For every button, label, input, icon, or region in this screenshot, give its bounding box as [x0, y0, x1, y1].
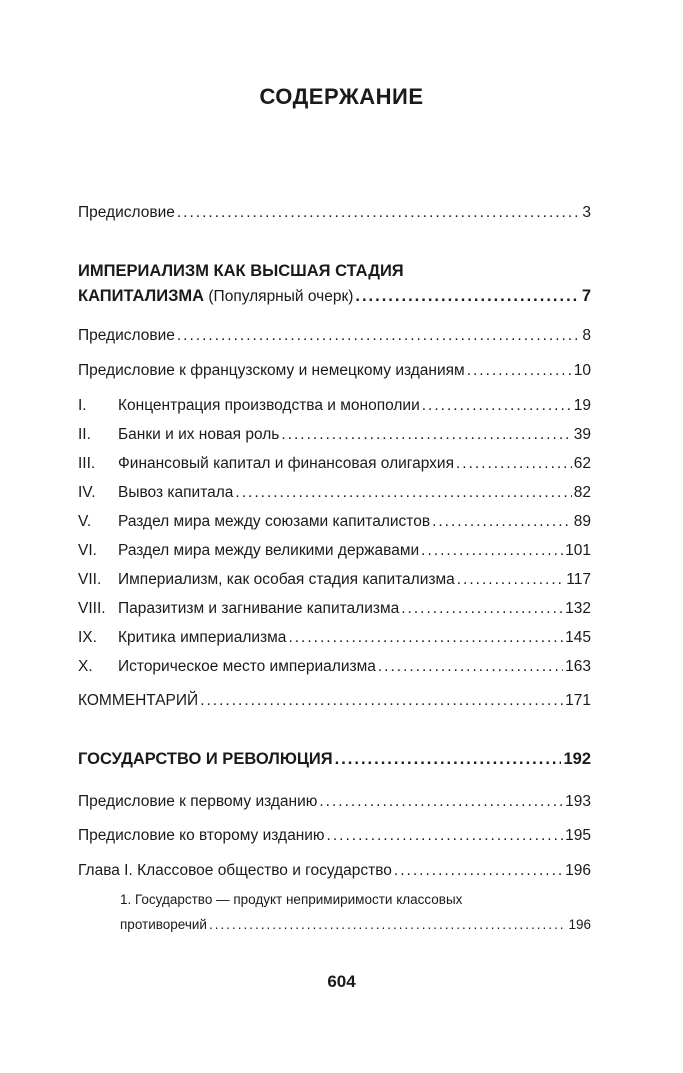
leader-dots — [422, 396, 572, 416]
chapter-title: Банки и их новая роль — [118, 426, 280, 443]
section-heading-label — [78, 286, 353, 307]
leader-dots — [209, 915, 567, 935]
page-number: 604 — [327, 972, 356, 991]
chapter-title: Раздел мира между великими державами — [118, 542, 420, 559]
leader-dots — [327, 826, 564, 846]
toc-chapter — [78, 454, 591, 474]
toc-entry-label — [78, 628, 286, 648]
toc-entry-page: 10 — [573, 362, 591, 379]
toc-entry-label — [78, 541, 419, 561]
toc-subentry-line1: 1. Государство — продукт непримиримости классовых — [120, 892, 463, 907]
leader-dots — [378, 657, 563, 677]
leader-dots — [177, 326, 581, 346]
page-title: СОДЕРЖАНИЕ — [259, 84, 424, 109]
chapter-number: I. — [78, 397, 87, 414]
leader-dots — [457, 570, 565, 590]
chapter-number: VI. — [78, 542, 97, 559]
toc-entry-page: 196 — [568, 917, 591, 932]
leader-dots — [355, 286, 579, 306]
toc-entry-label: Глава I. Классовое общество и государство — [78, 862, 392, 879]
chapter-title: Империализм, как особая стадия капитализма — [118, 571, 455, 588]
chapter-number: IX. — [78, 629, 97, 646]
toc-entry-label — [78, 396, 420, 416]
leader-dots — [281, 425, 571, 445]
toc-chapter — [78, 541, 591, 561]
chapter-title: Критика империализма — [118, 629, 287, 646]
toc-entry-label — [78, 454, 454, 474]
toc-chapter — [78, 657, 591, 677]
leader-dots — [432, 512, 572, 532]
leader-dots — [288, 628, 563, 648]
toc-entry-page: 145 — [565, 629, 591, 646]
leader-dots — [200, 691, 563, 711]
leader-dots — [421, 541, 563, 561]
toc-entry-label — [78, 483, 233, 503]
chapter-number: V. — [78, 513, 92, 530]
toc-chapter — [78, 599, 591, 619]
chapter-number: X. — [78, 658, 93, 675]
chapter-number: VIII. — [78, 600, 106, 617]
toc-chapter — [78, 483, 591, 503]
toc-entry-label — [78, 425, 279, 445]
heading-normal-part: (Популярный очерк) — [204, 288, 354, 305]
toc-entry-preface-first — [78, 792, 591, 812]
toc-entry-label: Предисловие — [78, 327, 175, 344]
toc-chapter — [78, 512, 591, 532]
section-heading-state — [78, 749, 591, 769]
toc-entry-preface-fr-de — [78, 361, 591, 381]
leader-dots — [235, 483, 571, 503]
toc-entry-label — [78, 657, 376, 677]
chapter-title: Финансовый капитал и финансовая олигархия — [118, 455, 454, 472]
toc-entry-label: Предисловие — [78, 204, 175, 221]
toc-entry-page: 192 — [563, 750, 591, 768]
toc-entry-page: 3 — [582, 204, 591, 221]
toc-entry-page: 62 — [573, 455, 591, 472]
toc-chapter — [78, 425, 591, 445]
section-heading-imperialism-line2 — [78, 286, 591, 307]
toc-chapter — [78, 570, 591, 590]
toc-entry-label — [78, 570, 455, 590]
leader-dots — [319, 792, 563, 812]
chapter-title: Раздел мира между союзами капиталистов — [118, 513, 431, 530]
toc-entry-page: 117 — [566, 571, 591, 588]
toc-entry-page: 132 — [565, 600, 591, 617]
toc-entry-page: 196 — [565, 862, 591, 879]
toc-entry-page: 8 — [582, 327, 591, 344]
leader-dots — [177, 203, 581, 223]
toc-chapter — [78, 396, 591, 416]
toc-entry-page: 89 — [573, 513, 591, 530]
toc-subentry-line2 — [120, 915, 591, 935]
toc-entry-label: КОММЕНТАРИЙ — [78, 692, 199, 709]
toc-entry-page: 82 — [573, 484, 591, 501]
toc-entry-label — [78, 512, 430, 532]
chapter-number: III. — [78, 455, 96, 472]
toc-entry-page: 163 — [565, 658, 591, 675]
toc-entry-page: 193 — [565, 793, 591, 810]
chapter-title: Паразитизм и загнивание капитализма — [118, 600, 400, 617]
toc-entry-preface-imperialism — [78, 326, 591, 346]
chapter-title: Историческое место империализма — [118, 658, 376, 675]
chapter-number: VII. — [78, 571, 102, 588]
heading-bold-part: КАПИТАЛИЗМА — [78, 287, 205, 305]
toc-entry-label: Предисловие к французскому и немецкому изданиям — [78, 362, 465, 379]
toc-entry-preface — [78, 203, 591, 223]
toc-entry-page: 19 — [573, 397, 591, 414]
toc-entry-label: Предисловие к первому изданию — [78, 793, 318, 810]
toc-entry-chapter-1 — [78, 861, 591, 881]
section-heading-label: ГОСУДАРСТВО И РЕВОЛЮЦИЯ — [78, 750, 333, 768]
chapter-number: II. — [78, 426, 91, 443]
toc-entry-label: противоречий — [120, 917, 207, 932]
toc-entry-commentary — [78, 691, 591, 711]
toc-entry-preface-second — [78, 826, 591, 846]
leader-dots — [394, 861, 563, 881]
leader-dots — [401, 599, 563, 619]
toc-chapter — [78, 628, 591, 648]
toc-entry-page: 195 — [565, 827, 591, 844]
section-heading-imperialism: ИМПЕРИАЛИЗМ КАК ВЫСШАЯ СТАДИЯ — [78, 262, 404, 280]
chapter-title: Вывоз капитала — [118, 484, 234, 501]
leader-dots — [335, 749, 562, 769]
chapter-title: Концентрация производства и монополии — [118, 397, 420, 414]
chapter-number: IV. — [78, 484, 96, 501]
toc-entry-page: 39 — [573, 426, 591, 443]
toc-entry-label: Предисловие ко второму изданию — [78, 827, 325, 844]
leader-dots — [456, 454, 572, 474]
toc-entry-page: 171 — [565, 692, 591, 709]
toc-entry-label — [78, 599, 399, 619]
toc-entry-page: 7 — [581, 287, 591, 305]
toc-entry-page: 101 — [565, 542, 591, 559]
leader-dots — [467, 361, 572, 381]
